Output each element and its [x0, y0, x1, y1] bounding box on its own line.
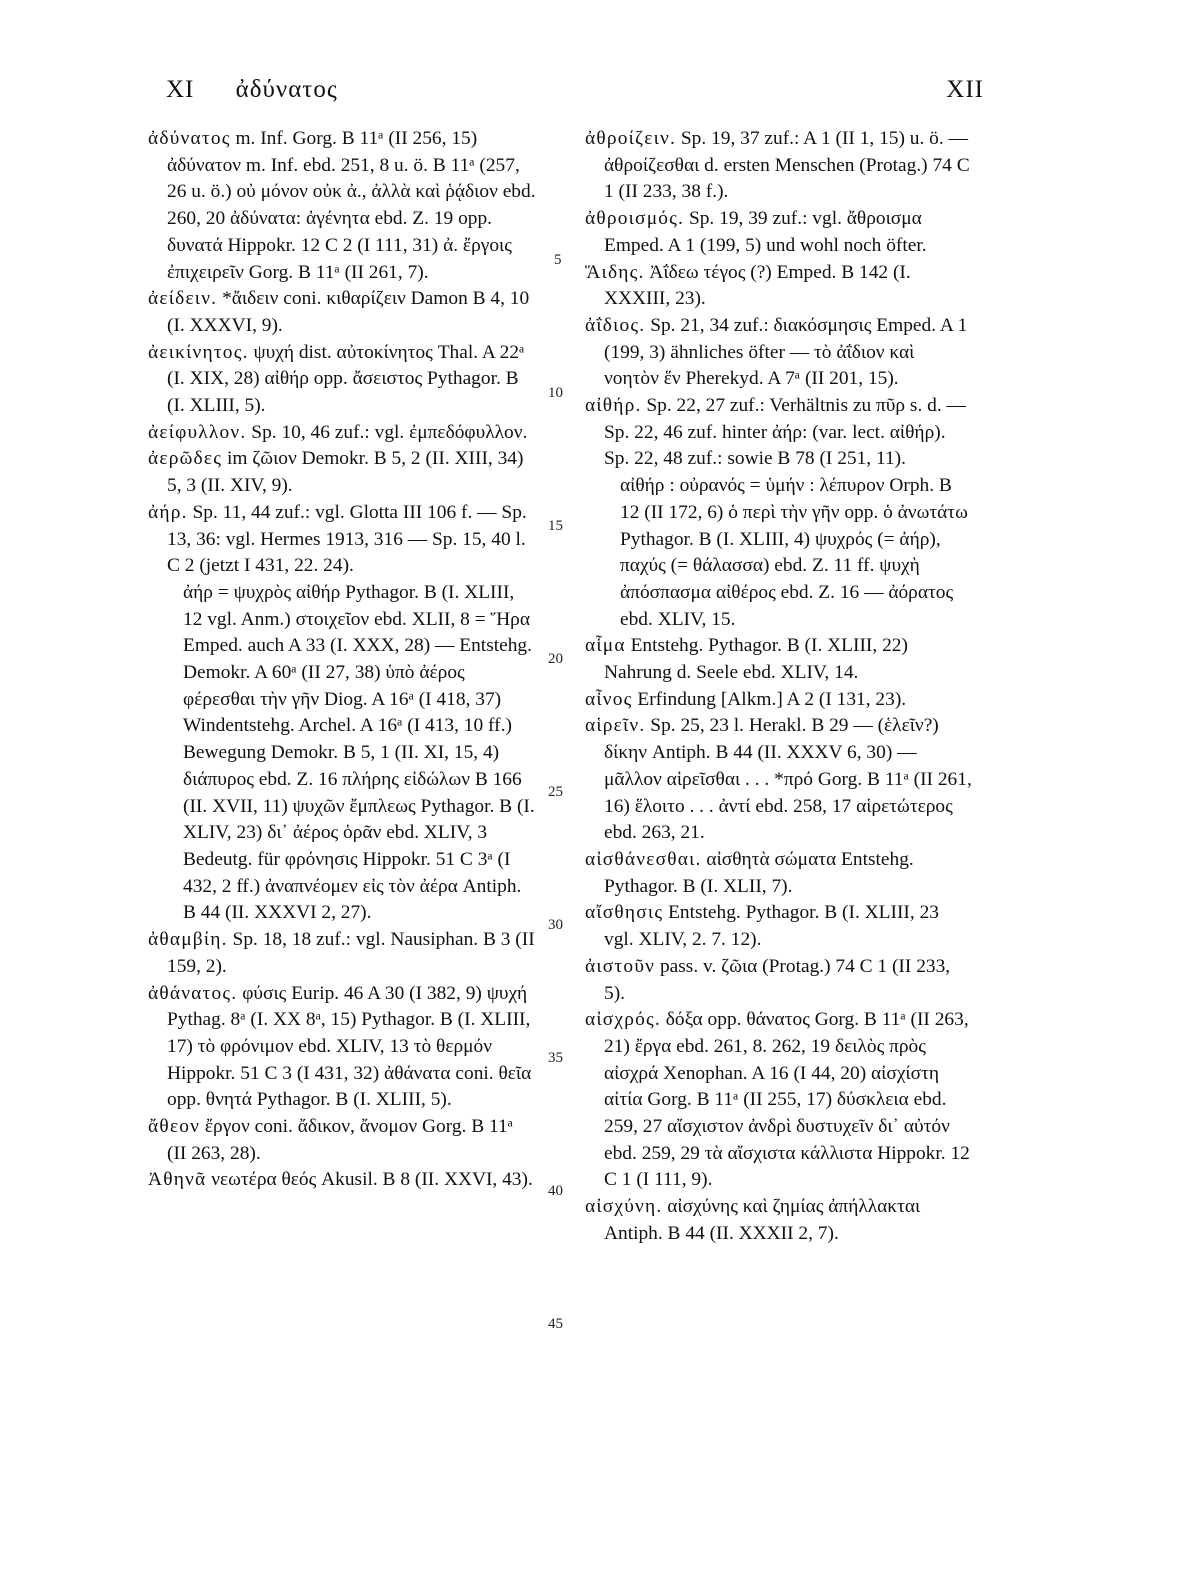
- entry-headword: ἀήρ.: [148, 501, 188, 523]
- dictionary-entry: [585, 900, 973, 953]
- dictionary-entry: [148, 981, 536, 1115]
- line-number: 35: [548, 1050, 563, 1066]
- entry-body: im ζῶιον Demokr. B 5, 2 (II. XIII, 34) 5, 3 (II. XIV, 9).: [167, 448, 524, 497]
- entry-body: ἔργον coni. ἄδικον, ἄνομον Gorg. B 11ᵃ (II 263, 28).: [167, 1116, 513, 1164]
- entry-headword: ἀείδειν.: [148, 288, 218, 310]
- entry-body: pass. v. ζῶια (Protag.) 74 C 1 (II 233, 5).: [604, 955, 951, 1004]
- entry-body: ψυχή dist. αὐτοκίνητος Thal. A 22ᵃ (I. XIX, 28) αἰθήρ opp. ἄσειστος Pythagor. B (I. XLIII, 5).: [167, 341, 525, 417]
- entry-headword: Ἀθηνᾶ: [148, 1169, 207, 1191]
- line-number: 25: [548, 784, 563, 800]
- entry-body: αἰσχύνης καὶ ζημίας ἀπήλλακται Antiph. B 44 (II. XXXII 2, 7).: [604, 1196, 921, 1244]
- entry-body: Sp. 10, 46 zuf.: vgl. ἐμπεδόφυλλον.: [246, 421, 528, 443]
- entry-headword: ἀερῶδες: [148, 448, 223, 470]
- entry-body: Sp. 18, 18 zuf.: vgl. Nausiphan. B 3 (II 159, 2).: [167, 929, 535, 977]
- entry-body: φύσις Eurip. 46 A 30 (I 382, 9) ψυχή Pythag. 8ᵃ (I. XX 8ᵃ, 15) Pythagor. B (I. XLIII, 17) τὸ φρόνιμον ebd. XLIV, 13 τὸ θερμόν Hippokr. 51 C 3 (I 431, 32) ἀθάνατα coni. θεῖα opp. θνητά Pythagor. B (I. XLIII, 5).: [167, 982, 532, 1111]
- entry-body: *ἄιδειν coni. κιθαρίζειν Damon B 4, 10 (I. XXXVI, 9).: [167, 288, 530, 336]
- entry-body: δόξα opp. θάνατος Gorg. B 11ᵃ (II 263, 21) ἔργα ebd. 261, 8. 262, 19 δειλὸς πρὸς αἰσχρά Xenophan. A 16 (I 44, 20) αἰσχίστη αἰτία Gorg. B 11ᵃ (II 255, 17) δύσκλεια ebd. 259, 27 αἴσχιστον ἀνδρὶ δυστυχεῖν δι᾽ αὐτόν ebd. 259, 29 τὰ αἴσχιστα κάλλιστα Hippokr. 12 C 1 (I 111, 9).: [604, 1009, 970, 1191]
- dictionary-entry: [148, 1114, 536, 1167]
- entry-body: Sp. 11, 44 zuf.: vgl. Glotta III 106 f. — Sp. 13, 36: vgl. Hermes 1913, 316 — Sp. 15, 40 l. C 2 (jetzt I 431, 22. 24).: [167, 501, 527, 577]
- entry-headword: ἀείφυλλον.: [148, 421, 247, 443]
- entry-headword: ἀΐδιος.: [585, 314, 646, 336]
- dictionary-entry: [148, 286, 536, 339]
- entry-body: Entstehg. Pythagor. B (I. XLIII, 23 vgl. XLIV, 2. 7. 12).: [604, 902, 939, 951]
- left-column: [148, 126, 536, 1194]
- dictionary-entry: [148, 927, 536, 980]
- entry-headword: ἀιστοῦν: [585, 955, 656, 977]
- dictionary-entry: [585, 1007, 973, 1194]
- line-number: 5: [554, 252, 562, 268]
- catchword: ἀδύνατος: [235, 76, 338, 103]
- dictionary-entry: [148, 420, 536, 447]
- left-page-number: XI: [166, 76, 195, 103]
- entry-headword: αἱρεῖν.: [585, 715, 646, 737]
- entry-headword: ἀθάνατος.: [148, 982, 238, 1004]
- entry-headword: αἰσθάνεσθαι.: [585, 848, 702, 870]
- entry-body: Sp. 19, 39 zuf.: vgl. ἄθροισμα Emped. A 1 (199, 5) und wohl noch öfter.: [604, 208, 927, 256]
- dictionary-entry: [585, 1194, 973, 1247]
- entry-headword: ἄθεον: [148, 1116, 201, 1138]
- dictionary-entry: [148, 126, 536, 286]
- line-number: 30: [548, 917, 563, 933]
- entry-body: ἀήρ = ψυχρὸς αἰθήρ Pythagor. B (I. XLIII, 12 vgl. Anm.) στοιχεῖον ebd. XLII, 8 = Ἥρα Emped. auch A 33 (I. XXX, 28) — Entstehg. Demokr. A 60ᵃ (II 27, 38) ὑπὸ ἀέρος φέρεσθαι τὴν γῆν Diog. A 16ᵃ (I 418, 37) Windentstehg. Archel. A 16ᵃ (I 413, 10 ff.) Bewegung Demokr. B 5, 1 (II. XI, 15, 4) διάπυρος ebd. Z. 16 πλήρης εἰδώλων B 166 (II. XVII, 11) ψυχῶν ἔμπλεως Pythagor. B (I. XLIV, 23) δι᾽ ἀέρος ὁρᾶν ebd. XLIV, 3 Bedeutg. für φρόνησις Hippokr. 51 C 3ᵃ (I 432, 2 ff.) ἀναπνέομεν εἰς τὸν ἀέρα Antiph. B 44 (II. XXXVI 2, 27).: [183, 581, 535, 924]
- right-column: [585, 126, 973, 1248]
- dictionary-entry: [585, 713, 973, 847]
- right-page-number: XII: [946, 76, 984, 103]
- entry-headword: ἀθαμβίη.: [148, 929, 228, 951]
- dictionary-entry: [148, 340, 536, 420]
- dictionary-entry: [167, 580, 536, 927]
- entry-headword: Ἅιδης.: [585, 261, 645, 283]
- entry-headword: αἰσχρός.: [585, 1009, 661, 1031]
- entry-body: Sp. 22, 27 zuf.: Verhältnis zu πῦρ s. d. — Sp. 22, 46 zuf. hinter ἀήρ: (var. lect. αἰθήρ). Sp. 22, 48 zuf.: sowie B 78 (I 251, 11).: [604, 395, 966, 470]
- entry-headword: αἷμα: [585, 635, 626, 657]
- entry-headword: ἀεικίνητος.: [148, 341, 249, 363]
- entry-body: αἰθήρ : οὐρανός = ὑμήν : λέπυρον Orph. B 12 (II 172, 6) ὁ περὶ τὴν γῆν opp. ὁ ἀνωτάτω Pythagor. B (I. XLIII, 4) ψυχρός (= ἀήρ), παχύς (= θάλασσα) ebd. Z. 11 ff. ψυχὴ ἀπόσπασμα αἰθέρος ebd. Z. 16 — ἀόρατος ebd. XLIV, 15.: [620, 475, 968, 630]
- dictionary-entry: [585, 954, 973, 1007]
- dictionary-entry: [585, 847, 973, 900]
- entry-headword: αἰσχύνη.: [585, 1196, 663, 1218]
- entry-body: Ἀΐδεω τέγος (?) Emped. B 142 (I. XXXIII, 23).: [604, 261, 911, 310]
- header-left: [166, 76, 338, 104]
- line-numbers: [548, 126, 580, 1526]
- entry-headword: αἴσθησις: [585, 902, 664, 924]
- entry-body: Entstehg. Pythagor. B (I. XLIII, 22) Nahrung d. Seele ebd. XLIV, 14.: [604, 635, 908, 684]
- dictionary-entry: [585, 260, 973, 313]
- entry-headword: ἀθροισμός.: [585, 208, 685, 230]
- line-number: 40: [548, 1183, 563, 1199]
- entry-headword: αἶνος: [585, 688, 633, 710]
- entry-body: m. Inf. Gorg. B 11ᵃ (II 256, 15) ἀδύνατον m. Inf. ebd. 251, 8 u. ö. B 11ᵃ (257, 26 u. ö.) οὐ μόνον οὐκ ἀ., ἀλλὰ καὶ ῥᾴδιον ebd. 260, 20 ἀδύνατα: ἀγένητα ebd. Z. 19 opp. δυνατά Hippokr. 12 C 2 (I 111, 31) ἀ. ἔργοις ἐπιχειρεῖν Gorg. B 11ᵃ (II 261, 7).: [167, 128, 536, 283]
- line-number: 15: [548, 518, 563, 534]
- dictionary-entry: [585, 206, 973, 259]
- entry-body: Sp. 19, 37 zuf.: A 1 (II 1, 15) u. ö. — ἀθροίζεσθαι d. ersten Menschen (Protag.) 74 C 1 (II 233, 38 f.).: [604, 128, 970, 203]
- dictionary-entry: [585, 126, 973, 206]
- entry-headword: ἀδύνατος: [148, 128, 231, 149]
- entry-headword: ἀθροίζειν.: [585, 128, 677, 149]
- dictionary-entry: [148, 500, 536, 580]
- dictionary-entry: [585, 313, 973, 393]
- entry-headword: αἰθήρ.: [585, 395, 642, 417]
- line-number: 10: [548, 385, 563, 401]
- line-number: 45: [548, 1316, 563, 1332]
- entry-body: Sp. 25, 23 l. Herakl. B 29 — (ἑλεῖν?) δίκην Antiph. B 44 (II. XXXV 6, 30) — μᾶλλον αἱρεῖσθαι . . . *πρό Gorg. B 11ᵃ (II 261, 16) ἕλοιτο . . . ἀντί ebd. 258, 17 αἱρετώτερος ebd. 263, 21.: [604, 715, 972, 844]
- dictionary-entry: [604, 473, 973, 633]
- dictionary-entry: [148, 446, 536, 499]
- line-number: 20: [548, 651, 563, 667]
- dictionary-entry: [585, 687, 973, 714]
- entry-body: αἰσθητὰ σώματα Entstehg. Pythagor. B (I. XLII, 7).: [604, 848, 914, 897]
- dictionary-entry: [585, 633, 973, 686]
- dictionary-entry: [585, 393, 973, 473]
- entry-body: Erfindung [Alkm.] A 2 (I 131, 23).: [632, 688, 907, 710]
- entry-body: νεωτέρα θεός Akusil. B 8 (II. XXVI, 43).: [206, 1169, 533, 1191]
- page-header: [0, 76, 1191, 112]
- entry-body: Sp. 21, 34 zuf.: διακόσμησις Emped. A 1 (199, 3) ähnliches öfter — τὸ ἀΐδιον καὶ νοητὸν ἕν Pherekyd. A 7ᵃ (II 201, 15).: [604, 314, 968, 390]
- dictionary-entry: [148, 1167, 536, 1194]
